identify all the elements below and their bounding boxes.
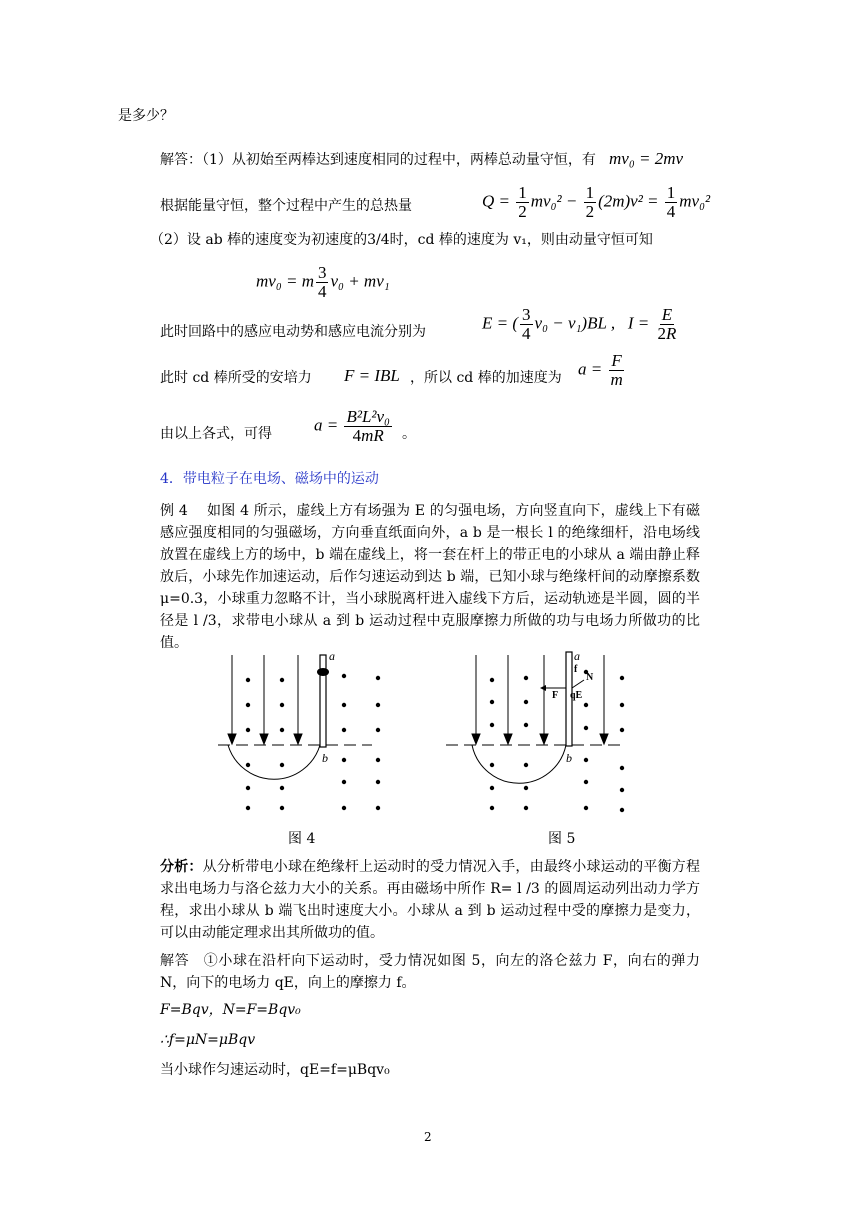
emf-text: 此时回路中的感应电动势和感应电流分别为 <box>160 324 426 340</box>
result-end: 。 <box>402 426 416 442</box>
ampere-force-equation: F = IBL <box>344 366 400 385</box>
figure-4-caption: 图 4 <box>288 831 316 847</box>
fig5-label-b: b <box>566 751 572 765</box>
emf-equation: E = ( $\frac{3}{4}$ v₀ − v₁)BL , I = $\frac{E}{2R}$ <box>482 305 677 343</box>
momentum-equation-2: mv₀ = m $\frac{3}{4}$ v₀ + mv₁ <box>256 263 390 301</box>
example-4: 例 4 如图 4 所示，虚线上方有场强为 E 的匀强电场，方向竖直向下，虚线上下有磁感应强度相同的匀强磁场，方向垂直纸面向外，a b 是一根长 l 的绝缘细杆，沿电场线放置在虚线上方的场中，b 端在虚线上，将一套在杆上的带正电的小球从 a 端由静止释放后，小球先作加速运动，后作匀速运动到达 b 端，已知小球与绝缘杆间的动摩擦系数μ=0.3，小球重力忽略不计，当小球脱离杆进入虚线下方后，运动轨迹是半圆，圆的半径是 l /3，求带电小球从 a 到 b 运动过程中克服摩擦力所做的功与电场力所做功的比值。 <box>160 503 700 651</box>
result-text: 由以上各式，可得 <box>160 426 272 442</box>
figure-4 <box>212 650 402 820</box>
equation-line-a: F=Bqv，N=F=Bqv₀ <box>160 1002 301 1018</box>
figure-5 <box>446 650 646 820</box>
acceleration-equation: a = $\frac{F}{m}$ <box>578 351 623 389</box>
fig5-label-N: N <box>586 672 594 683</box>
section-heading: 4．带电粒子在电场、磁场中的运动 <box>160 471 379 487</box>
energy-text: 根据能量守恒，整个过程中产生的总热量 <box>160 198 412 214</box>
heat-equation: Q = $\frac{1}{2}$ mv₀² − $\frac{1}{2}$ (2m)v² = $\frac{1}{4}$ mv₀² <box>482 183 711 221</box>
force-line-b: ，所以 cd 棒的加速度为 <box>410 370 562 386</box>
result-equation: a = $\frac{\text{B²L²v₀}}{4mR}$ <box>314 407 390 445</box>
equation-line-b: ∴f=μN=μBqv <box>160 1032 256 1048</box>
figure-5-caption: 图 5 <box>548 831 576 847</box>
fig4-label-b: b <box>322 751 328 765</box>
analysis-paragraph: 分析：从分析带电小球在绝缘杆上运动时的受力情况入手，由最终小球运动的平衡方程求出电场力与洛仑兹力大小的关系。再由磁场中所作 R= l /3 的圆周运动列出动力学方程，求出小球从 b 端飞出时速度大小。小球从 a 到 b 运动过程中受的摩擦力是变力，可以由动能定理求出其所做功的值。 <box>160 859 701 941</box>
fig5-label-qE: qE <box>570 690 583 701</box>
analysis-label: 分析： <box>160 859 203 875</box>
solution-paragraph: 解答 ①小球在沿杆向下运动时，受力情况如图 5，向左的洛仑兹力 F，向右的弹力 N，向下的电场力 qE，向上的摩擦力 f。 <box>160 953 700 991</box>
fig4-label-a: a <box>329 650 335 663</box>
fig5-label-f: f <box>574 664 578 675</box>
answer-line-1: 解答：（1）从初始至两棒达到速度相同的过程中，两棒总动量守恒，有 <box>160 152 596 168</box>
fig5-label-F: F <box>552 690 559 701</box>
momentum-equation: mv₀ = 2mv <box>609 149 684 168</box>
force-line: 此时 cd 棒所受的安培力 <box>160 370 312 386</box>
page-number: 2 <box>424 1130 432 1144</box>
part2-text: （2）设 ab 棒的速度变为初速度的3/4时，cd 棒的速度为 v₁，则由动量守恒可知 <box>150 232 653 248</box>
continued-question: 是多少？ <box>118 108 174 124</box>
fig5-label-a: a <box>574 650 580 663</box>
equation-line-c: 当小球作匀速运动时，qE=f=μBqv₀ <box>160 1062 390 1078</box>
